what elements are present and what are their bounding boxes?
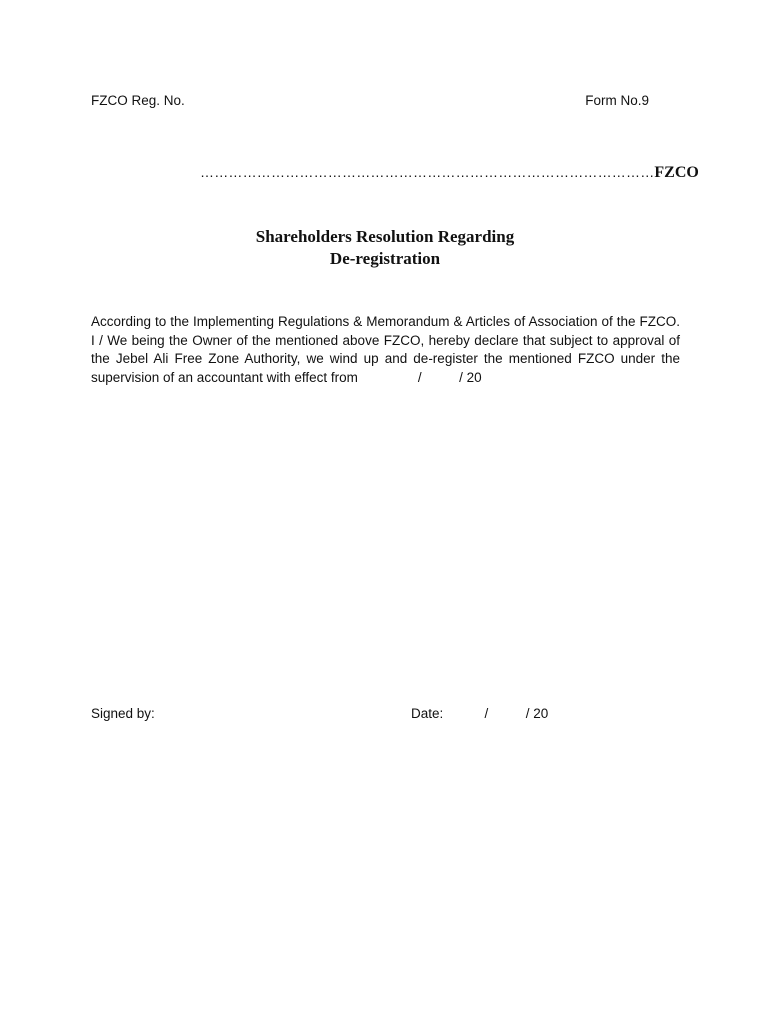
resolution-paragraph xyxy=(91,313,680,387)
date-label: Date: xyxy=(411,706,444,721)
title-line-2: De-registration xyxy=(329,249,441,268)
date-blank: / / 20 xyxy=(443,706,549,721)
company-name-line xyxy=(200,164,699,182)
signature-date xyxy=(411,706,548,722)
form-number: Form No.9 xyxy=(585,93,649,108)
title-line-1: Shareholders Resolution Regarding xyxy=(255,227,515,246)
fzco-reg-no-label: FZCO Reg. No. xyxy=(91,93,185,108)
resolution-text: According to the Implementing Regulations & Memorandum & Articles of Association of the FZCO. I / We being the Owner of the mentioned above FZCO, hereby declare that subject to approval of the Jebel Ali Free Zone Authority, we wind up and de-register the mentioned FZCO under the supervision of an accountant with effect from xyxy=(91,314,680,385)
document-title xyxy=(0,226,770,270)
effective-date-blank: / / 20 xyxy=(357,369,482,385)
company-suffix: FZCO xyxy=(654,164,699,181)
company-name-blank: …………………………………………………………………………………… xyxy=(200,164,655,180)
signed-by-label: Signed by: xyxy=(91,706,155,721)
